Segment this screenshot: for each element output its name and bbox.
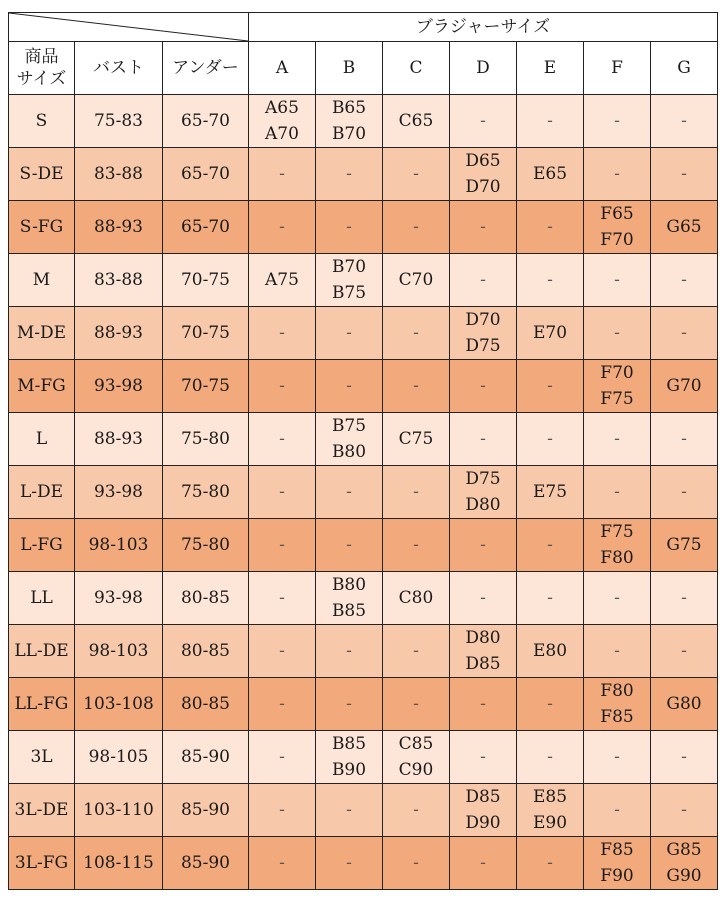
cup-cell-b: - [316,360,383,413]
cup-cell-g: - [651,254,718,307]
under-cell: 65-70 [163,95,249,148]
cup-size-value: E85 [532,787,568,807]
bust-cell: 88-93 [75,413,163,466]
cup-size-value: D70 [465,310,501,330]
cup-cell-e: - [517,201,584,254]
cup-size-value: G90 [666,866,702,886]
cup-cell-b: - [316,784,383,837]
cup-size-value: F65 [600,204,634,224]
cup-cell-d: - [450,731,517,784]
bust-cell: 98-105 [75,731,163,784]
cup-cell-f: - [584,572,651,625]
cup-cell-f [584,201,651,254]
cup-size-value: D70 [465,177,501,197]
cup-size-value: G80 [666,694,702,714]
cup-cell-e: - [517,254,584,307]
under-cell: 65-70 [163,148,249,201]
product-size-header: 商品 サイズ [9,42,75,95]
cup-cell-a: - [249,360,316,413]
bust-cell: 103-108 [75,678,163,731]
product-size-cell: LL [9,572,75,625]
cup-cell-c [383,95,450,148]
cup-size-value: B65 [331,98,367,118]
under-cell: 80-85 [163,678,249,731]
cup-cell-d: - [450,201,517,254]
product-size-cell: S-FG [9,201,75,254]
cup-cell-b: - [316,466,383,519]
cup-cell-b [316,254,383,307]
cup-cell-f: - [584,254,651,307]
cup-cell-c: - [383,307,450,360]
cup-cell-a [249,254,316,307]
cup-size-value: D75 [465,469,501,489]
cup-size-value: C70 [398,270,434,290]
product-size-cell: L-DE [9,466,75,519]
cup-cell-e: - [517,360,584,413]
product-size-cell: LL-FG [9,678,75,731]
cup-size-value: B80 [331,575,367,595]
table-row [9,201,718,254]
cup-cell-f [584,360,651,413]
cup-cell-c [383,572,450,625]
cup-size-value: F90 [600,866,634,886]
cup-cell-b: - [316,625,383,678]
cup-size-value: B70 [331,257,367,277]
table-row [9,307,718,360]
under-cell: 75-80 [163,466,249,519]
bust-cell: 93-98 [75,360,163,413]
cup-cell-c: - [383,625,450,678]
cup-size-value: E90 [532,813,568,833]
cup-header-b: B [316,42,383,95]
cup-header-g: G [651,42,718,95]
cup-cell-a: - [249,784,316,837]
under-cell: 75-80 [163,413,249,466]
cup-size-value: B85 [331,601,367,621]
table-row [9,413,718,466]
bust-header: バスト [75,42,163,95]
cup-size-value: B75 [331,283,367,303]
cup-cell-c: - [383,519,450,572]
cup-cell-e: - [517,95,584,148]
cup-size-value: E80 [532,641,568,661]
cup-header-f: F [584,42,651,95]
cup-size-value: B90 [331,760,367,780]
bust-cell: 108-115 [75,837,163,890]
cup-cell-a: - [249,837,316,890]
cup-size-value: F80 [600,548,634,568]
table-row [9,572,718,625]
cup-cell-a [249,95,316,148]
table-row [9,519,718,572]
cup-size-value: B80 [331,442,367,462]
cup-cell-g: - [651,625,718,678]
under-cell: 85-90 [163,731,249,784]
table-row [9,784,718,837]
under-header: アンダー [163,42,249,95]
table-row [9,837,718,890]
cup-size-value: G70 [666,376,702,396]
bust-cell: 88-93 [75,201,163,254]
cup-cell-d [450,466,517,519]
cup-cell-d: - [450,413,517,466]
cup-cell-a: - [249,519,316,572]
cup-size-value: F75 [600,389,634,409]
cup-cell-g: - [651,572,718,625]
cup-cell-f [584,519,651,572]
cup-cell-f [584,837,651,890]
cup-size-value: A75 [265,270,299,290]
cup-cell-c: - [383,784,450,837]
cup-cell-a: - [249,625,316,678]
cup-size-value: C85 [398,734,434,754]
cup-cell-e [517,307,584,360]
cup-cell-d: - [450,837,517,890]
bust-cell: 93-98 [75,466,163,519]
cup-size-value: F80 [600,681,634,701]
cup-size-value: F85 [600,707,634,727]
cup-size-value: C65 [398,111,434,131]
cup-size-value: E75 [532,482,568,502]
cup-size-value: D85 [465,787,501,807]
cup-cell-c: - [383,837,450,890]
cup-cell-e: - [517,731,584,784]
cup-header-d: D [450,42,517,95]
product-size-cell: 3L-FG [9,837,75,890]
cup-cell-e: - [517,519,584,572]
cup-cell-a: - [249,413,316,466]
bust-cell: 98-103 [75,519,163,572]
bust-cell: 83-88 [75,254,163,307]
under-cell: 75-80 [163,519,249,572]
cup-cell-f: - [584,148,651,201]
cup-cell-g [651,519,718,572]
cup-size-value: D80 [465,495,501,515]
cup-cell-g [651,360,718,413]
cup-cell-g: - [651,466,718,519]
cup-cell-d: - [450,678,517,731]
cup-cell-b [316,572,383,625]
product-size-cell: S [9,95,75,148]
table-row [9,95,718,148]
product-size-cell: L-FG [9,519,75,572]
cup-cell-e: - [517,572,584,625]
cup-cell-d: - [450,254,517,307]
under-cell: 70-75 [163,254,249,307]
product-size-cell: LL-DE [9,625,75,678]
cup-cell-a: - [249,466,316,519]
cup-cell-a: - [249,678,316,731]
cup-size-value: F85 [600,840,634,860]
cup-size-value: F75 [600,522,634,542]
cup-header-c: C [383,42,450,95]
cup-cell-b: - [316,837,383,890]
cup-cell-g [651,678,718,731]
cup-cell-e: - [517,678,584,731]
cup-size-value: G85 [666,840,702,860]
cup-cell-c: - [383,201,450,254]
cup-cell-g: - [651,95,718,148]
cup-size-value: D80 [465,628,501,648]
cup-cell-d [450,625,517,678]
bra-size-header: ブラジャーサイズ [249,13,718,42]
cup-cell-a: - [249,201,316,254]
cup-cell-e: - [517,413,584,466]
cup-cell-e [517,784,584,837]
cup-cell-f: - [584,625,651,678]
cup-size-value: F70 [600,363,634,383]
cup-cell-c: - [383,466,450,519]
cup-cell-e [517,148,584,201]
cup-size-value: D85 [465,654,501,674]
cup-cell-d: - [450,360,517,413]
cup-cell-f: - [584,784,651,837]
corner-diagonal-cell [9,13,249,42]
cup-cell-f [584,678,651,731]
cup-size-value: G65 [666,217,702,237]
cup-cell-g: - [651,784,718,837]
cup-size-value: E65 [532,164,568,184]
cup-cell-b [316,413,383,466]
cup-cell-c: - [383,360,450,413]
bra-size-table [8,12,718,890]
cup-cell-d [450,784,517,837]
cup-cell-b [316,731,383,784]
cup-cell-b: - [316,201,383,254]
cup-cell-g: - [651,413,718,466]
table-row [9,678,718,731]
bust-cell: 83-88 [75,148,163,201]
cup-cell-g: - [651,148,718,201]
product-size-cell: M [9,254,75,307]
cup-size-value: A70 [265,124,299,144]
bust-cell: 98-103 [75,625,163,678]
cup-cell-b: - [316,148,383,201]
cup-cell-g: - [651,307,718,360]
cup-cell-e [517,466,584,519]
cup-size-value: G75 [666,535,702,555]
table-row [9,625,718,678]
table-row [9,254,718,307]
cup-cell-e [517,625,584,678]
cup-cell-d: - [450,519,517,572]
under-cell: 70-75 [163,360,249,413]
under-cell: 85-90 [163,784,249,837]
cup-size-value: C75 [398,429,434,449]
under-cell: 80-85 [163,572,249,625]
cup-cell-c: - [383,148,450,201]
product-size-cell: L [9,413,75,466]
diagonal-line [9,13,248,41]
cup-size-value: D90 [465,813,501,833]
under-cell: 85-90 [163,837,249,890]
cup-header-a: A [249,42,316,95]
product-size-cell: 3L-DE [9,784,75,837]
cup-cell-f: - [584,307,651,360]
bust-cell: 75-83 [75,95,163,148]
table-body [9,95,718,890]
table-row [9,731,718,784]
cup-cell-f: - [584,731,651,784]
cup-cell-a: - [249,148,316,201]
cup-size-value: B75 [331,416,367,436]
cup-size-value: C80 [398,588,434,608]
cup-header-e: E [517,42,584,95]
table-row [9,148,718,201]
under-cell: 80-85 [163,625,249,678]
cup-cell-a: - [249,731,316,784]
cup-size-value: D75 [465,336,501,356]
bust-cell: 93-98 [75,572,163,625]
under-cell: 70-75 [163,307,249,360]
under-cell: 65-70 [163,201,249,254]
product-size-cell: 3L [9,731,75,784]
cup-size-value: D65 [465,151,501,171]
cup-cell-a: - [249,307,316,360]
cup-cell-e: - [517,837,584,890]
cup-cell-a: - [249,572,316,625]
bust-cell: 103-110 [75,784,163,837]
cup-cell-c: - [383,678,450,731]
cup-cell-d: - [450,95,517,148]
cup-size-value: A65 [265,98,299,118]
cup-cell-b [316,95,383,148]
product-size-cell: S-DE [9,148,75,201]
cup-cell-f: - [584,466,651,519]
cup-cell-c [383,254,450,307]
product-size-cell: M-FG [9,360,75,413]
table-row [9,466,718,519]
cup-cell-f: - [584,95,651,148]
cup-cell-d: - [450,572,517,625]
cup-cell-c [383,413,450,466]
cup-cell-d [450,148,517,201]
cup-cell-c [383,731,450,784]
bust-cell: 88-93 [75,307,163,360]
cup-cell-b: - [316,307,383,360]
cup-cell-g [651,201,718,254]
cup-size-value: C90 [398,760,434,780]
cup-cell-b: - [316,519,383,572]
cup-size-value: B85 [331,734,367,754]
product-size-cell: M-DE [9,307,75,360]
cup-cell-b: - [316,678,383,731]
cup-size-value: E70 [532,323,568,343]
cup-cell-d [450,307,517,360]
cup-cell-g: - [651,731,718,784]
cup-cell-g [651,837,718,890]
cup-size-value: F70 [600,230,634,250]
cup-cell-f: - [584,413,651,466]
cup-size-value: B70 [331,124,367,144]
table-row [9,360,718,413]
